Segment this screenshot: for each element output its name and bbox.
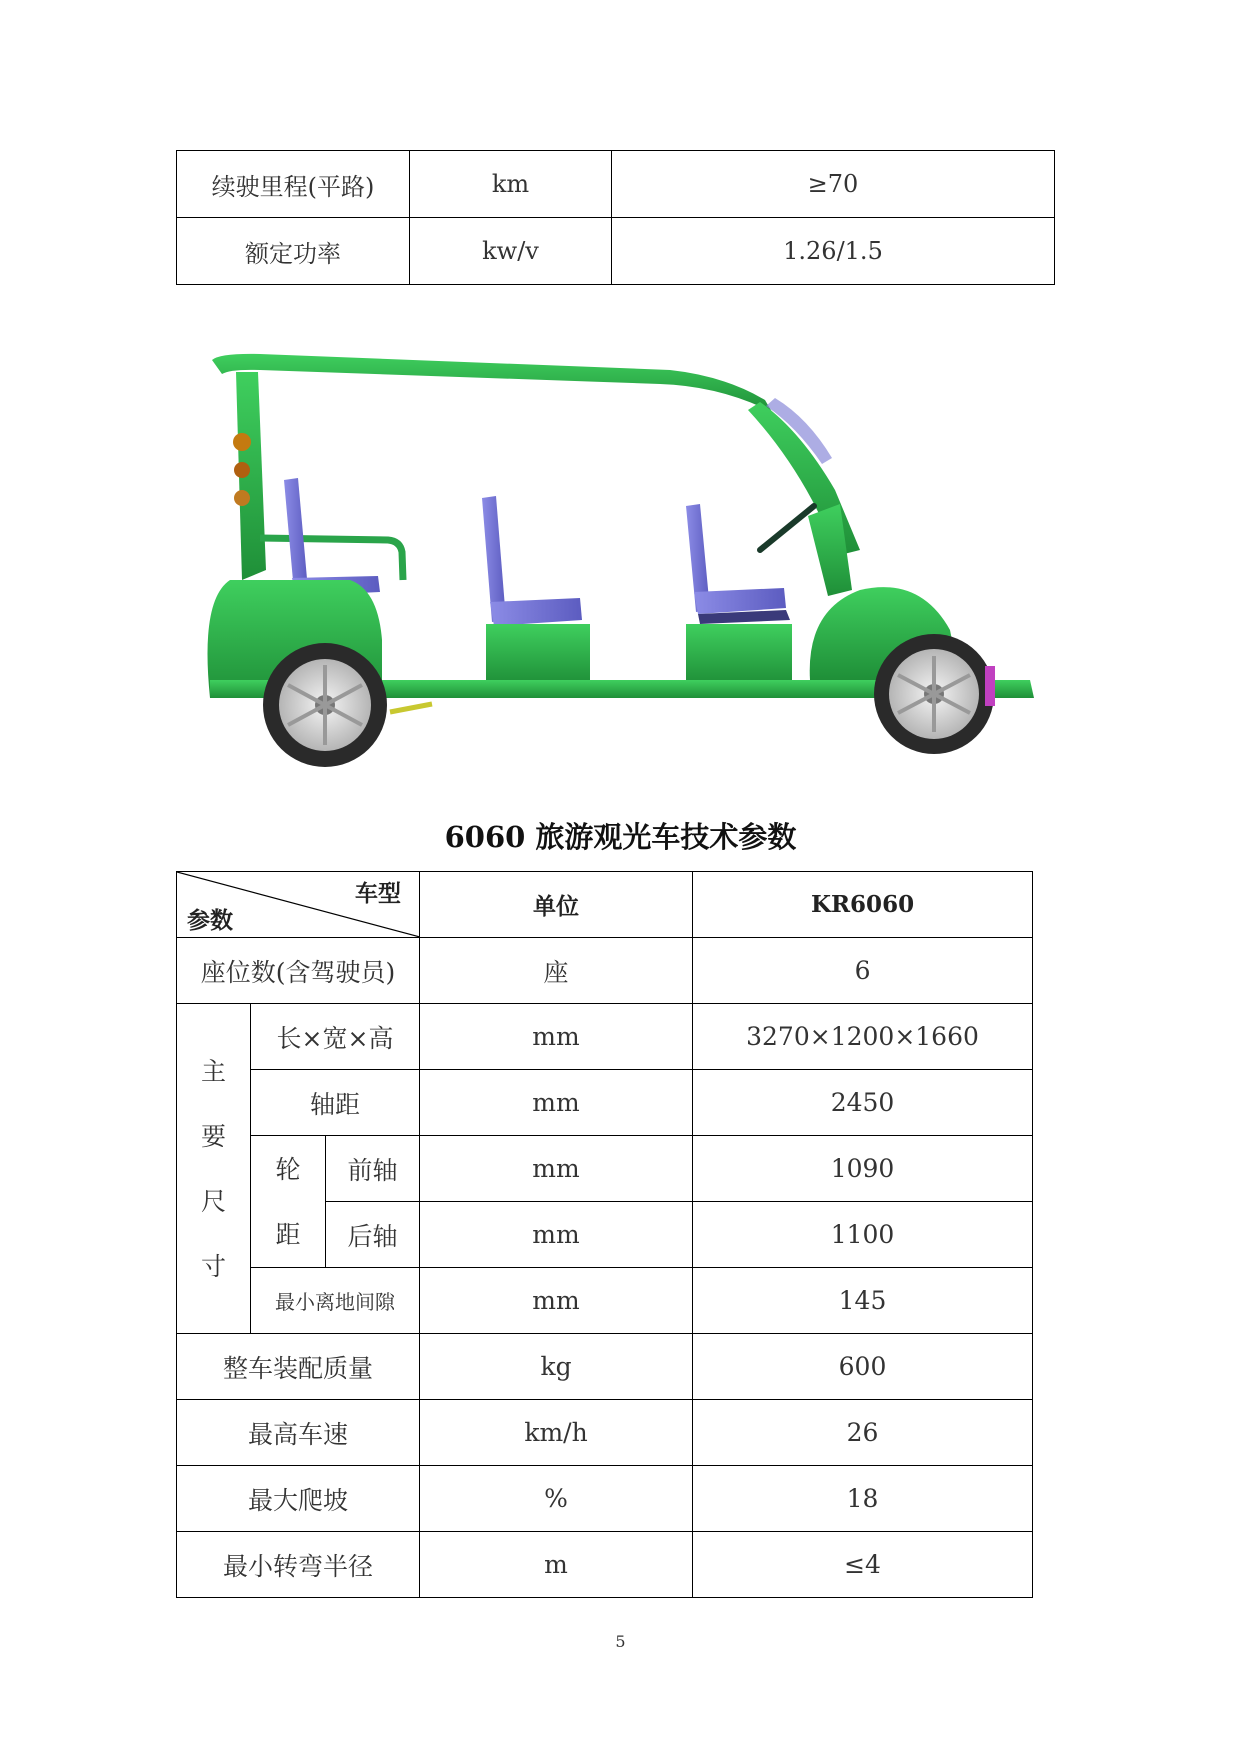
param-cell: 额定功率 — [177, 218, 410, 285]
spec-table — [176, 871, 1033, 1598]
value-cell: 2450 — [693, 1070, 1033, 1136]
param-cell: 最高车速 — [177, 1400, 420, 1466]
table-row — [177, 1532, 1033, 1598]
table-row — [177, 151, 1055, 218]
param-cell: 座位数(含驾驶员) — [177, 938, 420, 1004]
param-cell: 轴距 — [251, 1070, 420, 1136]
header-unit: 单位 — [420, 872, 693, 938]
param-cell: 整车装配质量 — [177, 1334, 420, 1400]
value-cell: 1.26/1.5 — [612, 218, 1055, 285]
value-cell: 6 — [693, 938, 1033, 1004]
dimensions-group-label: 主 要 尺 寸 — [177, 1004, 251, 1334]
param-cell: 续驶里程(平路) — [177, 151, 410, 218]
spec-table-title: 6060 旅游观光车技术参数 — [444, 820, 797, 854]
diagonal-header-cell — [177, 872, 420, 938]
unit-cell: mm — [420, 1268, 693, 1334]
table-row — [177, 1004, 1033, 1070]
unit-cell: mm — [420, 1202, 693, 1268]
unit-cell: kg — [420, 1334, 693, 1400]
top-spec-table — [176, 150, 1055, 285]
unit-cell: mm — [420, 1004, 693, 1070]
unit-cell: % — [420, 1466, 693, 1532]
value-cell: 1090 — [693, 1136, 1033, 1202]
table-row — [177, 1334, 1033, 1400]
param-cell: 最小离地间隙 — [251, 1268, 420, 1334]
unit-cell: mm — [420, 1070, 693, 1136]
header-model: KR6060 — [693, 872, 1033, 938]
value-cell: 18 — [693, 1466, 1033, 1532]
value-cell: 1100 — [693, 1202, 1033, 1268]
header-param-label: 参数 — [187, 907, 233, 934]
unit-cell: km — [410, 151, 612, 218]
table-row — [177, 1070, 1033, 1136]
value-cell: ≤4 — [693, 1532, 1033, 1598]
param-cell: 最大爬坡 — [177, 1466, 420, 1532]
table-row — [177, 218, 1055, 285]
param-cell: 长×宽×高 — [251, 1004, 420, 1070]
param-cell: 后轴 — [326, 1202, 420, 1268]
table-row — [177, 1466, 1033, 1532]
value-cell: 600 — [693, 1334, 1033, 1400]
sightseeing-car-illustration — [200, 340, 1050, 780]
table-row — [177, 1136, 1033, 1202]
value-cell: 26 — [693, 1400, 1033, 1466]
unit-cell: 座 — [420, 938, 693, 1004]
unit-cell: mm — [420, 1136, 693, 1202]
header-model-label: 车型 — [355, 880, 402, 907]
table-row — [177, 938, 1033, 1004]
table-header-row — [177, 872, 1033, 938]
unit-cell: kw/v — [410, 218, 612, 285]
unit-cell: km/h — [420, 1400, 693, 1466]
param-cell: 前轴 — [326, 1136, 420, 1202]
page-number: 5 — [615, 1632, 626, 1651]
table-row — [177, 1400, 1033, 1466]
track-group-label: 轮 距 — [251, 1136, 326, 1268]
unit-cell: m — [420, 1532, 693, 1598]
table-row — [177, 1268, 1033, 1334]
value-cell: 3270×1200×1660 — [693, 1004, 1033, 1070]
param-cell: 最小转弯半径 — [177, 1532, 420, 1598]
value-cell: ≥70 — [612, 151, 1055, 218]
value-cell: 145 — [693, 1268, 1033, 1334]
